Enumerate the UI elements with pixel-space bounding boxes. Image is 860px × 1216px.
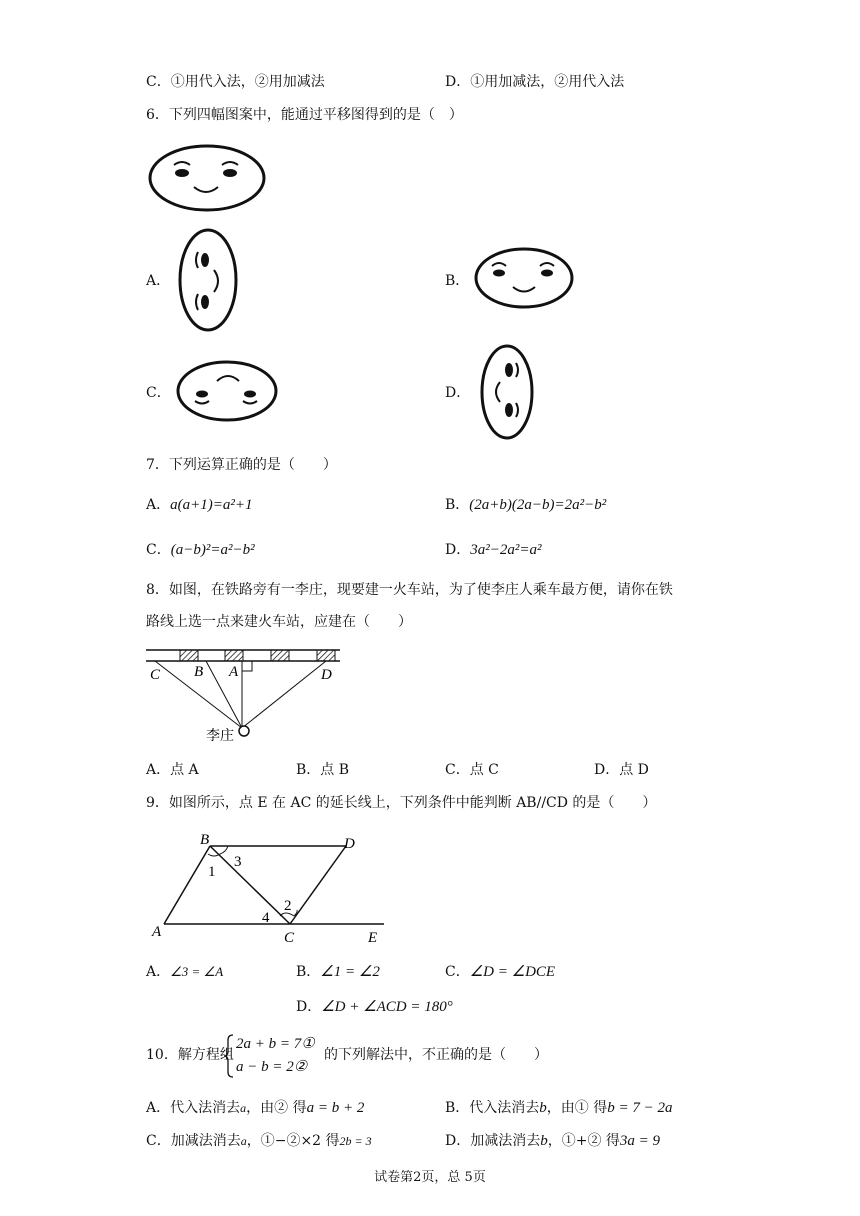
q10-option-a-expr: a = b + 2 xyxy=(306,1100,365,1116)
q7-option-d-label: D． xyxy=(445,542,471,558)
q10-option-d-var: b xyxy=(540,1133,548,1149)
q8-label-a: A xyxy=(229,664,239,680)
q6-option-a-face xyxy=(178,228,240,332)
q7-stem: 7．下列运算正确的是（ ） xyxy=(146,457,337,473)
q10-option-b-var: b xyxy=(539,1100,547,1116)
q9-option-c-label: C． xyxy=(445,964,470,980)
q9-label-e: E xyxy=(368,930,378,946)
q9-stem: 9．如图所示，点 E 在 AC 的延长线上，下列条件中能判断 AB//CD 的是（ ） xyxy=(146,795,657,811)
q10-option-c-expr: 2b = 3 xyxy=(339,1134,372,1148)
q9-option-d-label: D． xyxy=(296,999,322,1015)
q10-stem-suffix: 的下列解法中，不正确的是（ ） xyxy=(324,1047,548,1063)
q10-option-d-expr: 3a = 9 xyxy=(619,1133,661,1149)
q7-option-a-expr: a(a+1)=a²+1 xyxy=(170,497,253,513)
q9-option-d-expr: ∠D + ∠ACD = 180° xyxy=(321,999,453,1015)
q8-option-a: A．点 A xyxy=(146,762,199,778)
q9-angle-3: 3 xyxy=(234,854,242,870)
q10-option-b-expr: b = 7 − 2a xyxy=(607,1100,673,1116)
q6-option-d-label: D． xyxy=(445,385,471,401)
q5-option-c: C．①用代入法，②用加减法 xyxy=(146,74,325,90)
page-footer: 试卷第2页，总 5页 xyxy=(374,1170,486,1185)
q9-option-a xyxy=(146,962,223,982)
q8-stem-line2: 路线上选一点来建火车站，应建在（ ） xyxy=(146,614,412,630)
q10-equation-2: a − b = 2② xyxy=(236,1059,308,1075)
q9-geometry-figure xyxy=(150,830,390,948)
q8-label-village: 李庄 xyxy=(206,728,234,744)
q6-stem: 6．下列四幅图案中，能通过平移图得到的是（ ） xyxy=(146,107,463,123)
q9-option-b-expr: ∠1 = ∠2 xyxy=(320,964,380,980)
q8-railway-figure xyxy=(146,645,346,745)
q10-option-b xyxy=(445,1098,673,1118)
q9-angle-1: 1 xyxy=(208,864,216,880)
q7-option-d-expr: 3a²−2a²=a² xyxy=(470,542,542,558)
q8-label-d: D xyxy=(321,667,332,683)
q9-angle-4: 4 xyxy=(262,910,270,926)
q10-option-d xyxy=(445,1131,660,1151)
q7-option-b xyxy=(445,495,606,515)
q10-option-c-label: C．加减法消去 xyxy=(146,1133,241,1149)
q9-label-a: A xyxy=(152,924,162,940)
q10-option-b-mid: ，由① 得 xyxy=(546,1100,608,1116)
q6-reference-face xyxy=(148,143,268,213)
q10-brace xyxy=(224,1034,234,1078)
q9-option-c xyxy=(445,962,555,982)
q7-option-c-label: C． xyxy=(146,542,171,558)
q7-option-c-expr: (a−b)²=a²−b² xyxy=(170,542,255,558)
q9-angle-2: 2 xyxy=(284,898,292,914)
q6-option-a-label: A． xyxy=(146,273,171,289)
q8-label-b: B xyxy=(194,664,204,680)
q10-option-d-mid: ，①+② 得 xyxy=(547,1133,620,1149)
q7-option-c xyxy=(146,540,255,560)
q7-option-a-label: A． xyxy=(146,497,171,513)
q7-option-b-expr: (2a+b)(2a−b)=2a²−b² xyxy=(469,497,607,513)
q8-option-d: D．点 D xyxy=(594,762,649,778)
q6-option-c-label: C． xyxy=(146,385,171,401)
q9-option-a-expr: ∠3 = ∠A xyxy=(170,964,224,979)
q7-option-a xyxy=(146,495,252,515)
q8-label-c: C xyxy=(150,667,161,683)
q5-option-d: D．①用加减法，②用代入法 xyxy=(445,74,625,90)
q10-option-c-mid: ，①−②×2 得 xyxy=(246,1133,340,1149)
q10-option-c-var: a xyxy=(240,1134,247,1148)
q10-option-a-var: a xyxy=(240,1101,247,1115)
q7-option-b-label: B． xyxy=(445,497,470,513)
q9-option-d xyxy=(296,997,453,1017)
q10-stem-prefix: 10．解方程组 xyxy=(146,1047,234,1063)
q10-option-d-label: D．加减法消去 xyxy=(445,1133,541,1149)
q10-equation-1: 2a + b = 7① xyxy=(236,1036,315,1052)
q9-option-c-expr: ∠D = ∠DCE xyxy=(469,964,556,980)
q10-option-a xyxy=(146,1098,364,1118)
q6-option-b-face xyxy=(474,246,576,310)
q8-option-c: C．点 C xyxy=(445,762,499,778)
q9-label-d: D xyxy=(344,836,355,852)
q10-option-c xyxy=(146,1131,372,1151)
q9-option-b-label: B． xyxy=(296,964,321,980)
q10-option-a-label: A．代入法消去 xyxy=(146,1100,241,1116)
q9-label-b: B xyxy=(200,832,210,848)
q9-label-c: C xyxy=(284,930,295,946)
q9-option-b xyxy=(296,962,380,982)
q10-option-a-mid: ，由② 得 xyxy=(246,1100,307,1116)
q8-stem-line1: 8．如图，在铁路旁有一李庄，现要建一火车站，为了使李庄人乘车最方便，请你在铁 xyxy=(146,582,673,598)
q6-option-d-face xyxy=(480,344,536,440)
q6-option-c-face xyxy=(176,359,280,423)
q6-option-b-label: B． xyxy=(445,273,470,289)
q7-option-d xyxy=(445,540,541,560)
q8-option-b: B．点 B xyxy=(296,762,350,778)
q9-option-a-label: A． xyxy=(146,964,171,980)
q10-option-b-label: B．代入法消去 xyxy=(445,1100,540,1116)
